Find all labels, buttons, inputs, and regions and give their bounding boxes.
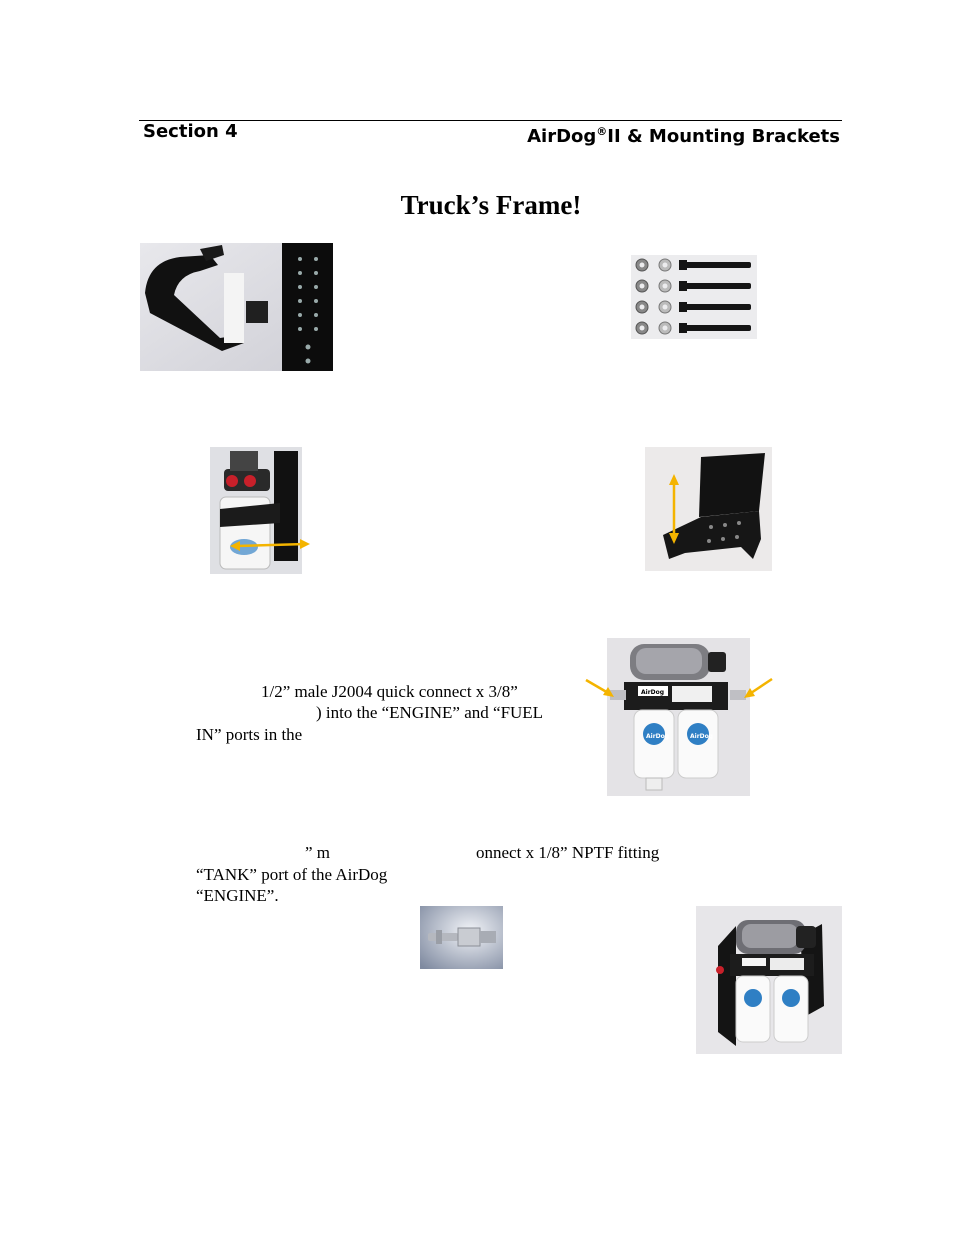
photo-quick-connect-fitting bbox=[420, 906, 503, 969]
heading-suffix: II & Mounting Brackets bbox=[607, 126, 840, 147]
pump-nameplate: AirDog bbox=[641, 689, 665, 696]
para2-line2: “TANK” port of the AirDog bbox=[196, 865, 388, 884]
photo-filter-side-arrow bbox=[210, 447, 310, 574]
para2-line3: “ENGINE”. bbox=[196, 886, 279, 905]
photo-bracket-vertical-arrow bbox=[645, 447, 772, 571]
section-heading bbox=[527, 121, 840, 148]
filter-brand-left: AirDog bbox=[646, 733, 670, 740]
photo-dual-filter-ports bbox=[584, 638, 774, 796]
brand-name: AirDog bbox=[527, 126, 597, 147]
photo-assembly-on-bracket bbox=[696, 906, 842, 1054]
para1-line2: ) into the “ENGINE” and “FUEL bbox=[316, 703, 544, 722]
filter-brand-right: AirDog bbox=[690, 733, 714, 740]
para2-line1b: onnect x 1/8” NPTF fitting bbox=[476, 843, 660, 862]
photo-bracket-and-plate bbox=[140, 243, 333, 371]
section-label: Section 4 bbox=[143, 121, 238, 142]
para2-line1a: ” m bbox=[305, 843, 331, 862]
registered-mark: ® bbox=[596, 125, 608, 138]
para1-line3: IN” ports in the bbox=[196, 725, 303, 744]
para1-line1: 1/2” male J2004 quick connect x 3/8” bbox=[261, 682, 518, 701]
page-title: Truck’s Frame! bbox=[400, 190, 582, 220]
photo-bolts-nuts-washers bbox=[631, 255, 757, 339]
